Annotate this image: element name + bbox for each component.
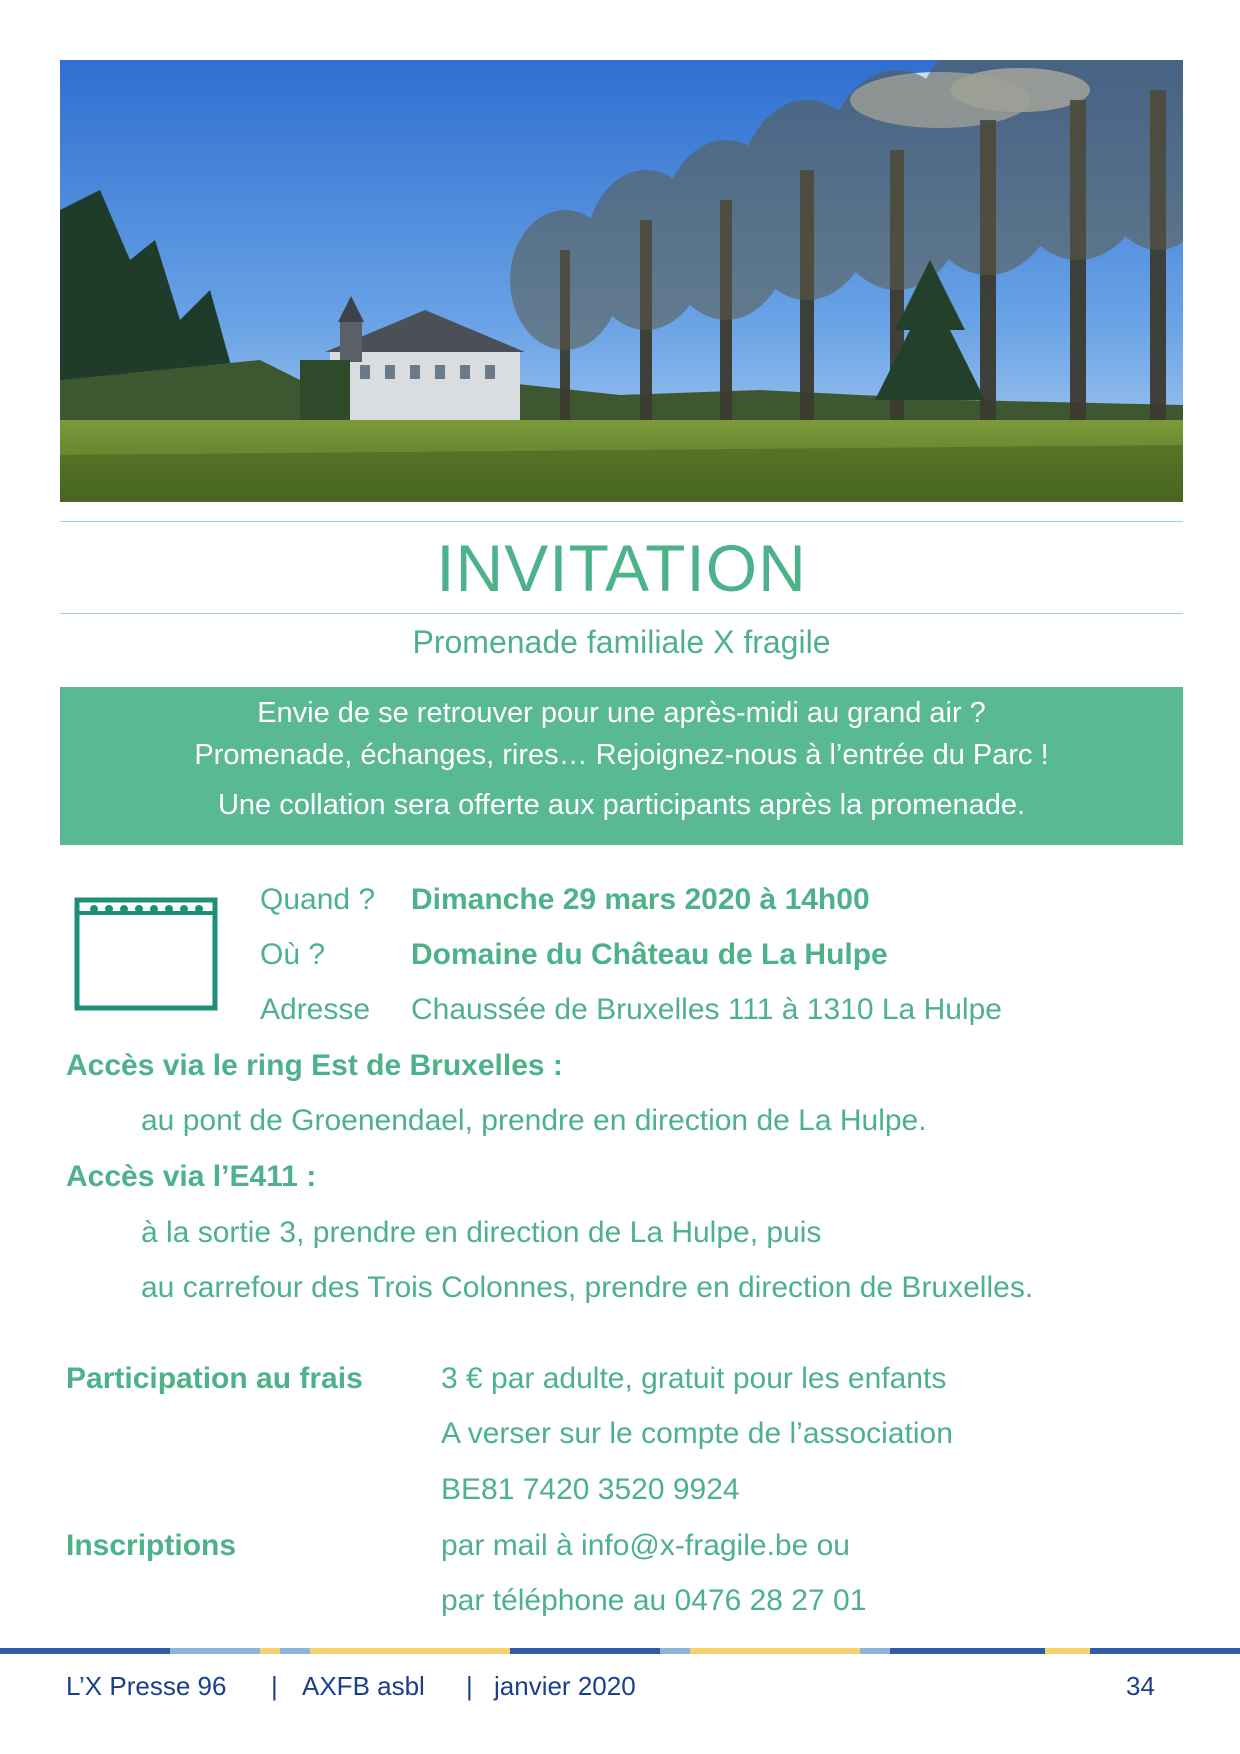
- address-value: Chaussée de Bruxelles 111 à 1310 La Hulpe: [411, 993, 1002, 1026]
- page-subtitle: Promenade familiale X fragile: [412, 624, 831, 660]
- page-footer: [66, 1666, 1176, 1706]
- title-top-rule: [60, 521, 1183, 522]
- access-ring-text: au pont de Groenendael, prendre en direction de La Hulpe.: [141, 1104, 927, 1137]
- invitation-banner: [60, 687, 1183, 845]
- address-label: Adresse: [260, 993, 371, 1026]
- footer-separator: |: [466, 1671, 473, 1701]
- page-number: 34: [1126, 1671, 1155, 1701]
- banner-line: Une collation sera offerte aux participants après la promenade.: [217, 789, 1026, 821]
- access-e411-text: au carrefour des Trois Colonnes, prendre en direction de Bruxelles.: [141, 1271, 1034, 1304]
- registration-phone: par téléphone au 0476 28 27 01: [441, 1584, 867, 1617]
- where-value: Domaine du Château de La Hulpe: [411, 938, 888, 971]
- bank-account: BE81 7420 3520 9924: [441, 1473, 740, 1506]
- access-e411-heading: Accès via l’E411 :: [66, 1160, 317, 1193]
- calendar-icon: [74, 895, 220, 1013]
- access-ring-heading: Accès via le ring Est de Bruxelles :: [66, 1049, 563, 1082]
- header-photo: [60, 60, 1183, 502]
- banner-line: Promenade, échanges, rires… Rejoignez-nous à l’entrée du Parc !: [194, 739, 1049, 771]
- footer-stripe: [0, 1648, 1240, 1654]
- footer-separator: |: [271, 1671, 278, 1701]
- registration-email: par mail à info@x-fragile.be ou: [441, 1529, 850, 1562]
- fees-line: 3 € par adulte, gratuit pour les enfants: [441, 1362, 947, 1395]
- fees-label: Participation au frais: [66, 1362, 363, 1395]
- when-label: Quand ?: [260, 883, 376, 916]
- park-chateau-image: [60, 60, 1183, 502]
- title-bottom-rule: [60, 613, 1183, 614]
- footer-publication: L’X Presse 96: [66, 1671, 227, 1701]
- banner-line: Envie de se retrouver pour une après-midi au grand air ?: [257, 697, 986, 729]
- fees-line: A verser sur le compte de l’association: [441, 1417, 953, 1450]
- access-e411-text: à la sortie 3, prendre en direction de La Hulpe, puis: [141, 1216, 822, 1249]
- footer-org: AXFB asbl: [302, 1671, 425, 1701]
- where-label: Où ?: [260, 938, 326, 971]
- registration-label: Inscriptions: [66, 1529, 237, 1562]
- page-title: INVITATION: [436, 531, 807, 605]
- footer-date: janvier 2020: [494, 1671, 636, 1701]
- when-value: Dimanche 29 mars 2020 à 14h00: [411, 883, 870, 916]
